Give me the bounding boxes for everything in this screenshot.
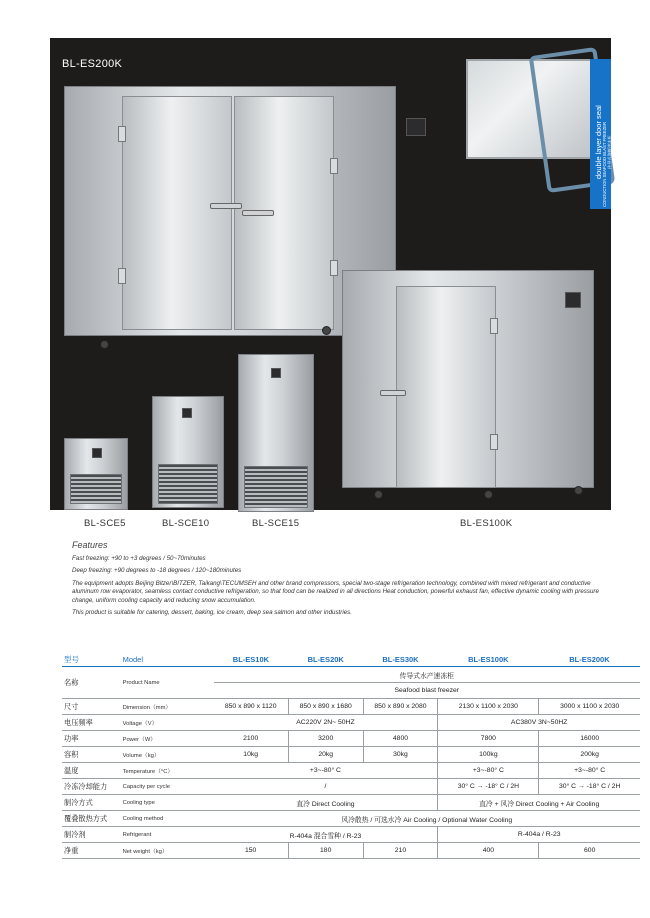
table-row: [62, 667, 640, 683]
cell: 风冷散热 / 可选水冷 Air Cooling / Optional Water Cooling: [214, 811, 640, 827]
row-label-cn: 冷冻冷却能力: [62, 779, 121, 795]
header-model: BL-ES10K: [214, 652, 289, 667]
cell: 400: [438, 843, 539, 859]
row-label-cn: 温度: [62, 763, 121, 779]
table-row: [62, 731, 640, 747]
cell: /: [214, 779, 438, 795]
cell: 10kg: [214, 747, 289, 763]
row-label-cn: 制冷方式: [62, 795, 121, 811]
table-row: [62, 779, 640, 795]
cell: 4800: [363, 731, 438, 747]
feature-description: The equipment adopts Beijing Bitzer\BITZER, Taikang\TECUMSEH and other brand compressors, special two-stage refrigeration technology, combined with mixed refrigerant and conductive aluminum row evaporator, seamless contact conductive refrigeration, so that food can be realized in all directions Heat conduction, powerful exhaust fan, effective dynamic cooling with pressure change, uniform cooling capacity and reducing snow accumulation.: [72, 579, 599, 604]
cell: 850 x 890 x 1120: [214, 699, 289, 715]
cell: 150: [214, 843, 289, 859]
cell: 2100: [214, 731, 289, 747]
cell: R-404a 混合雪种 / R-23: [214, 827, 438, 843]
cell: 7800: [438, 731, 539, 747]
cell: 30kg: [363, 747, 438, 763]
model-label-sce10: BL-SCE10: [162, 518, 210, 529]
cell: 直冷 Direct Cooling: [214, 795, 438, 811]
row-label-en: Dimension（mm）: [121, 699, 214, 715]
row-label-cn: 电压频率: [62, 715, 121, 731]
table-row: [62, 843, 640, 859]
feature-applications: This product is suitable for catering, dessert, baking, ice cream, deep sea salmon and other industries.: [72, 609, 352, 617]
cell: +3~-80° C: [214, 763, 438, 779]
table-row: [62, 795, 640, 811]
header-model: BL-ES20K: [288, 652, 363, 667]
row-label-cn: 功率: [62, 731, 121, 747]
model-label-sce5: BL-SCE5: [84, 518, 126, 529]
table-row: [62, 827, 640, 843]
door-seal-inset-photo: [466, 59, 594, 159]
row-label-en: Net weight（kg）: [121, 843, 214, 859]
cell: +3~-80° C: [539, 763, 640, 779]
table-row: [62, 763, 640, 779]
cell: 850 x 890 x 2080: [363, 699, 438, 715]
cell: 20kg: [288, 747, 363, 763]
table-row: [62, 699, 640, 715]
cell: 2130 x 1100 x 2030: [438, 699, 539, 715]
header-cn: 型号: [62, 652, 121, 667]
row-label-en: Temperature（°C）: [121, 763, 214, 779]
header-en: Model: [121, 652, 214, 667]
cell: 传导式水产速冻柜: [214, 667, 640, 683]
features-title: Features: [72, 540, 108, 550]
header-model: BL-ES100K: [438, 652, 539, 667]
row-label-en: Voltage（V）: [121, 715, 214, 731]
cell: 30° C → -18° C / 2H: [539, 779, 640, 795]
cell: R-404a / R-23: [438, 827, 640, 843]
cell: 100kg: [438, 747, 539, 763]
row-label-cn: 净重: [62, 843, 121, 859]
cell: 30° C → -18° C / 2H: [438, 779, 539, 795]
tab-title: double layer door seal: [594, 105, 603, 179]
cell: 600: [539, 843, 640, 859]
product-photo-area: [50, 38, 611, 510]
tab-cn: 传导式海鲜速冻柜: [607, 135, 612, 169]
row-label-en: Volume（kg）: [121, 747, 214, 763]
row-label-en: Power（W）: [121, 731, 214, 747]
cell: 直冷 + 风冷 Direct Cooling + Air Cooling: [438, 795, 640, 811]
feature-fast-freezing: Fast freezing: +90 to +3 degrees / 50~70minutes: [72, 555, 206, 562]
cell: 210: [363, 843, 438, 859]
table-row: [62, 811, 640, 827]
table-row: [62, 747, 640, 763]
header-model: BL-ES200K: [539, 652, 640, 667]
tab-subtitle: CONDUCTION SEAFOOD BLAST FREEZER: [602, 121, 607, 207]
cell: AC220V 2N~ 50HZ: [214, 715, 438, 731]
spec-table: [62, 652, 640, 859]
table-header-row: [62, 652, 640, 667]
row-label-cn: 尺寸: [62, 699, 121, 715]
table-row: [62, 715, 640, 731]
cell: 200kg: [539, 747, 640, 763]
main-model-label: BL-ES200K: [62, 58, 123, 70]
cell: 3000 x 1100 x 2030: [539, 699, 640, 715]
row-label-cn: 容积: [62, 747, 121, 763]
row-label-en: Cooling type: [121, 795, 214, 811]
row-label-en: Refrigerant: [121, 827, 214, 843]
model-label-es100k: BL-ES100K: [460, 518, 513, 529]
features-section: [72, 540, 602, 621]
row-label-cn: 名称: [62, 667, 121, 699]
cell: 16000: [539, 731, 640, 747]
cell: 850 x 890 x 1680: [288, 699, 363, 715]
header-model: BL-ES30K: [363, 652, 438, 667]
model-label-sce15: BL-SCE15: [252, 518, 300, 529]
cell: 180: [288, 843, 363, 859]
row-label-en: Cooling method: [121, 811, 214, 827]
cell: +3~-80° C: [438, 763, 539, 779]
row-label-en: Product Name: [121, 667, 214, 699]
cell: Seafood blast freezer: [214, 683, 640, 699]
cell: AC380V 3N~50HZ: [438, 715, 640, 731]
row-label-en: Capacity per cycle: [121, 779, 214, 795]
row-label-cn: 覆叠散热方式: [62, 811, 121, 827]
door-seal-tab: [590, 59, 611, 209]
feature-deep-freezing: Deep freezing: +90 degrees to -18 degrees / 120~180minutes: [72, 567, 242, 575]
row-label-cn: 制冷剂: [62, 827, 121, 843]
cell: 3200: [288, 731, 363, 747]
